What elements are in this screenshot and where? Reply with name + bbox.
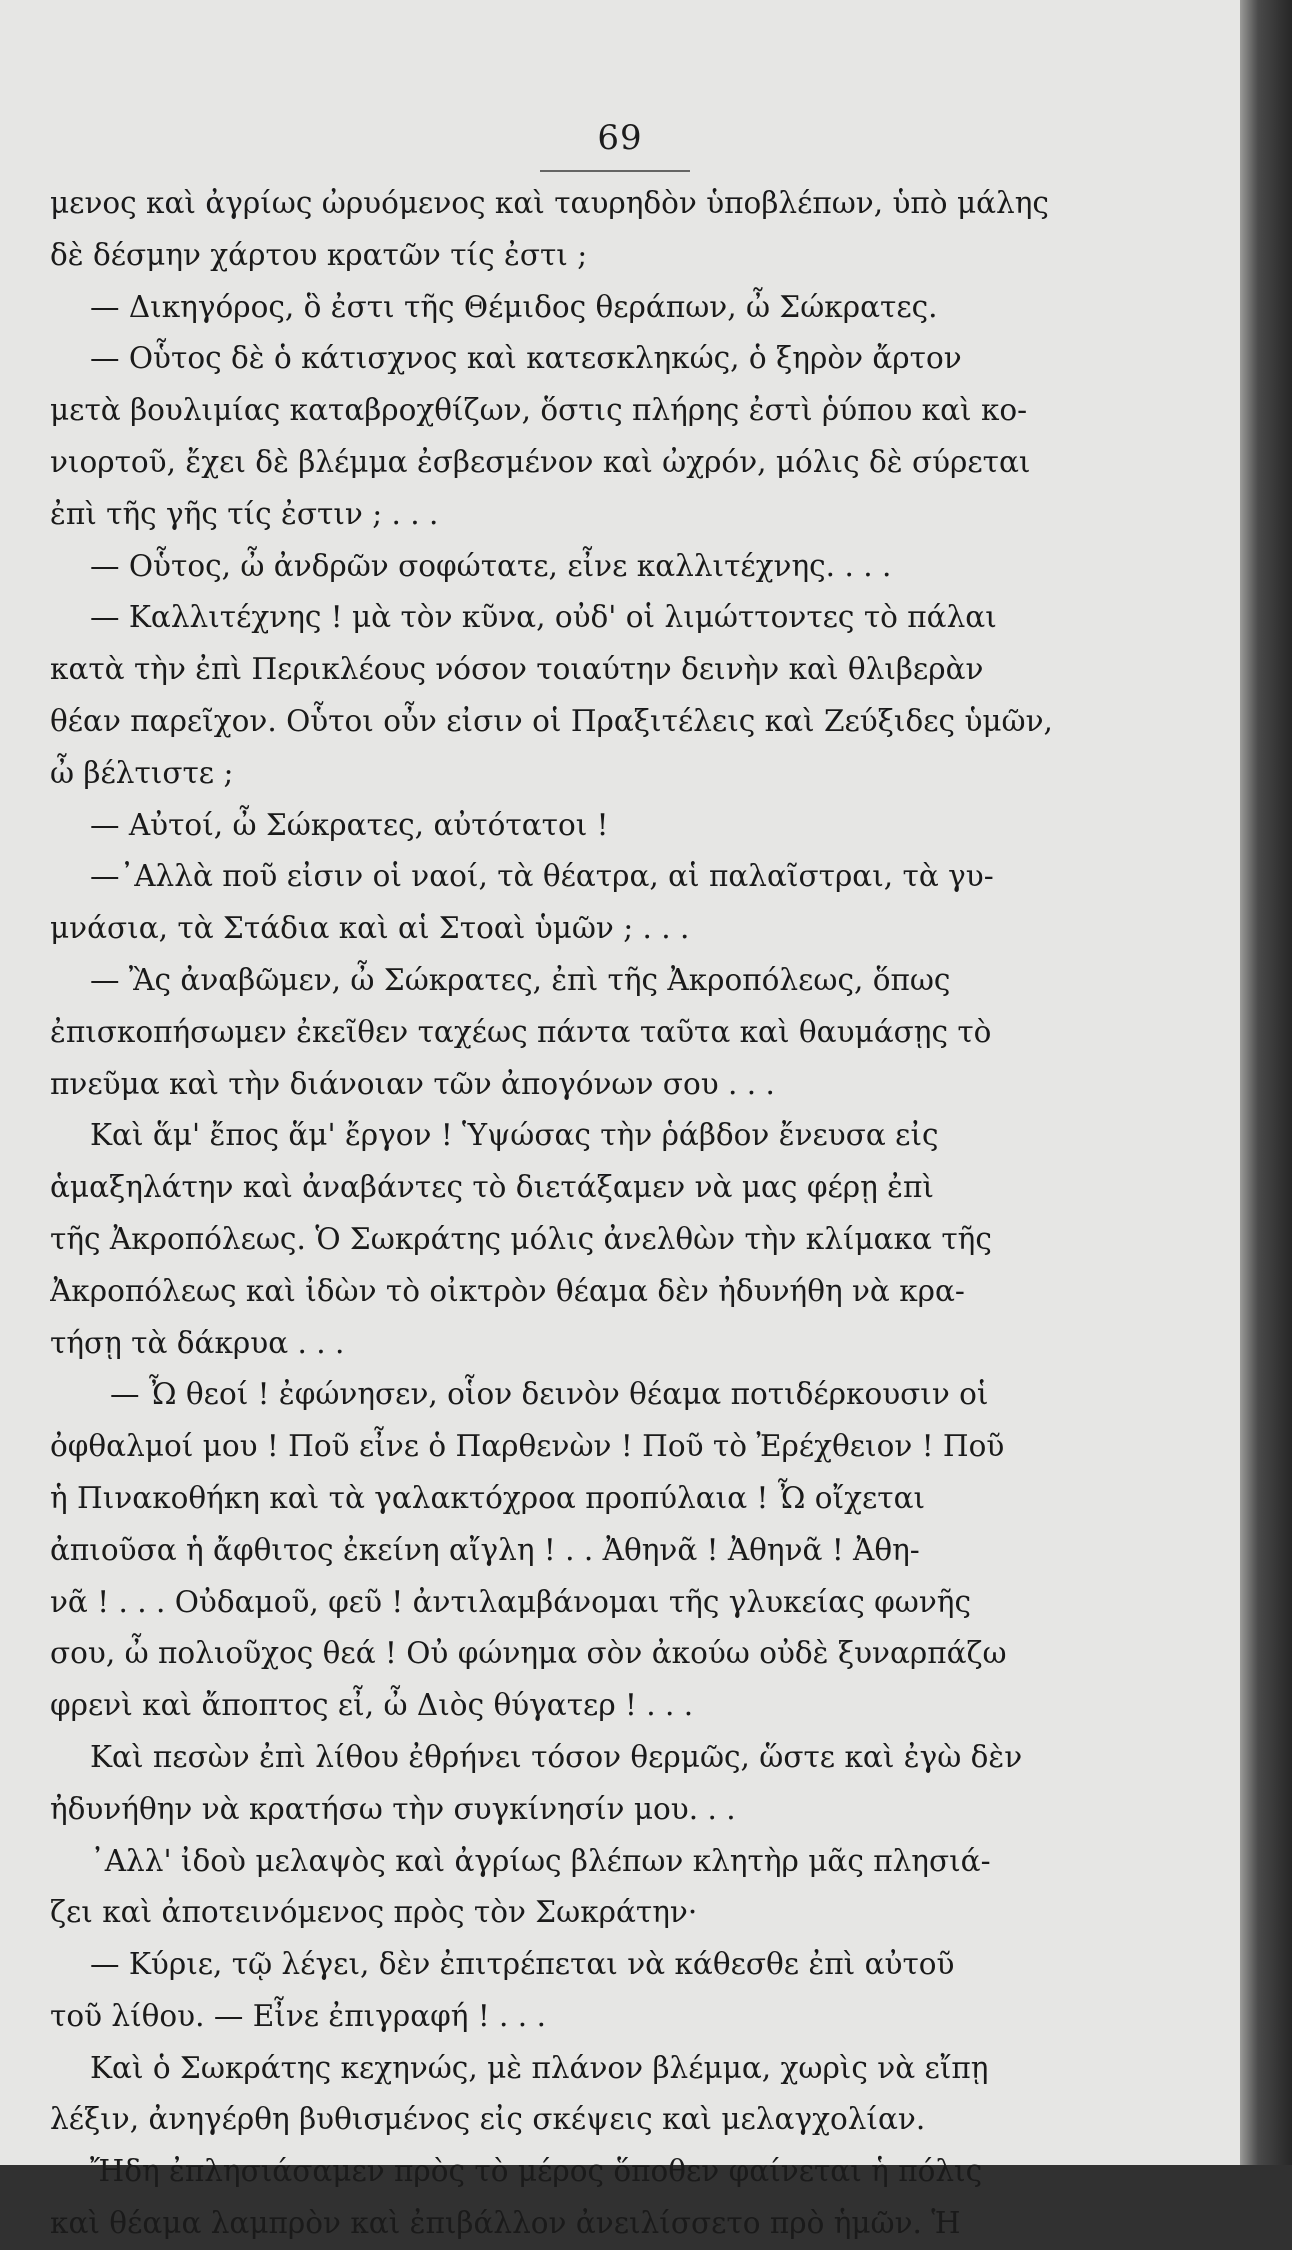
text-line: ᾿Αλλ' ἰδοὺ μελαψὸς καὶ ἀγρίως βλέπων κλητὴρ μᾶς πλησιά- <box>90 1843 991 1878</box>
text-line: ἠδυνήθην νὰ κρατήσω τὴν συγκίνησίν μου. . . <box>50 1791 736 1826</box>
text-line: — Δικηγόρος, ὃ ἐστι τῆς Θέμιδος θεράπων, ὦ Σώκρατες. <box>90 289 938 324</box>
text-line: λέξιν, ἀνηγέρθη βυθισμένος εἰς σκέψεις καὶ μελαγχολίαν. <box>50 2102 926 2137</box>
text-line: καὶ θέαμα λαμπρὸν καὶ ἐπιβάλλον ἀνειλίσσετο πρὸ ἡμῶν. Ἡ <box>50 2206 961 2241</box>
body-text <box>50 178 1180 2250</box>
text-line: σου, ὦ πολιοῦχος θεά ! Οὐ φώνημα σὸν ἀκούω οὐδὲ ξυναρπάζω <box>50 1636 1007 1671</box>
text-line: — Οὗτος, ὦ ἀνδρῶν σοφώτατε, εἶνε καλλιτέχνης. . . . <box>90 548 892 583</box>
text-line: ὀφθαλμοί μου ! Ποῦ εἶνε ὁ Παρθενὼν ! Ποῦ τὸ Ἐρέχθειον ! Ποῦ <box>50 1429 1005 1464</box>
text-line: ἐπὶ τῆς γῆς τίς ἐστιν ; . . . <box>50 496 439 531</box>
text-line: — Κύριε, τῷ λέγει, δὲν ἐπιτρέπεται νὰ κάθεσθε ἐπὶ αὐτοῦ <box>90 1947 955 1982</box>
text-line: ἀπιοῦσα ἡ ἄφθιτος ἐκείνη αἴγλη ! . . Ἀθηνᾶ ! Ἀθηνᾶ ! Ἀθη- <box>50 1532 920 1567</box>
scan-edge-shadow <box>1240 0 1292 2165</box>
text-line: Καὶ ὁ Σωκράτης κεχηνώς, μὲ πλάνον βλέμμα, χωρὶς νὰ εἴπῃ <box>90 2050 989 2085</box>
text-line: τῆς Ἀκροπόλεως. Ὁ Σωκράτης μόλις ἀνελθὼν τὴν κλίμακα τῆς <box>50 1221 992 1256</box>
text-line: ἡ Πινακοθήκη καὶ τὰ γαλακτόχροα προπύλαια ! Ὦ οἴχεται <box>50 1480 926 1515</box>
text-line: Καὶ πεσὼν ἐπὶ λίθου ἐθρήνει τόσον θερμῶς, ὥστε καὶ ἐγὼ δὲν <box>90 1739 1023 1774</box>
text-line: δὲ δέσμην χάρτου κρατῶν τίς ἐστι ; <box>50 237 588 272</box>
page-number-underline <box>540 170 690 172</box>
text-line: — Αὐτοί, ὦ Σώκρατες, αὐτότατοι ! <box>90 807 609 842</box>
text-line: νιορτοῦ, ἔχει δὲ βλέμμα ἐσβεσμένον καὶ ὠχρόν, μόλις δὲ σύρεται <box>50 444 1031 479</box>
text-line: — Ὦ θεοί ! ἐφώνησεν, οἷον δεινὸν θέαμα ποτιδέρκουσιν οἱ <box>110 1377 989 1412</box>
text-line: ὦ βέλτιστε ; <box>50 755 234 790</box>
text-line: μνάσια, τὰ Στάδια καὶ αἱ Στοαὶ ὑμῶν ; . . . <box>50 911 690 946</box>
text-line: — Ἂς ἀναβῶμεν, ὦ Σώκρατες, ἐπὶ τῆς Ἀκροπόλεως, ὅπως <box>90 962 951 997</box>
text-line: φρενὶ καὶ ἄποπτος εἶ, ὦ Διὸς θύγατερ ! . . . <box>50 1688 694 1723</box>
text-line: Καὶ ἅμ' ἔπος ἅμ' ἔργον ! Ὑψώσας τὴν ῥάβδον ἔνευσα εἰς <box>90 1118 939 1153</box>
text-line: θέαν παρεῖχον. Οὗτοι οὖν εἰσιν οἱ Πραξιτέλεις καὶ Ζεύξιδες ὑμῶν, <box>50 703 1053 738</box>
page-number: 69 <box>597 118 643 158</box>
text-line: κατὰ τὴν ἐπὶ Περικλέους νόσον τοιαύτην δεινὴν καὶ θλιβερὰν <box>50 652 984 687</box>
text-line: Ἀκροπόλεως καὶ ἰδὼν τὸ οἰκτρὸν θέαμα δὲν ἠδυνήθη νὰ κρα- <box>50 1273 965 1308</box>
text-line: νᾶ ! . . . Οὐδαμοῦ, φεῦ ! ἀντιλαμβάνομαι τῆς γλυκείας φωνῆς <box>50 1584 971 1619</box>
text-line: — Οὗτος δὲ ὁ κάτισχνος καὶ κατεσκληκώς, ὁ ξηρὸν ἄρτον <box>90 341 962 376</box>
text-line: πνεῦμα καὶ τὴν διάνοιαν τῶν ἀπογόνων σου . . . <box>50 1066 775 1101</box>
text-line: τήσῃ τὰ δάκρυα . . . <box>50 1325 345 1360</box>
text-line: ἐπισκοπήσωμεν ἐκεῖθεν ταχέως πάντα ταῦτα καὶ θαυμάσῃς τὸ <box>50 1014 992 1049</box>
text-line: — Καλλιτέχνης ! μὰ τὸν κῦνα, οὐδ' οἱ λιμώττοντες τὸ πάλαι <box>90 600 997 635</box>
text-line: ἁμαξηλάτην καὶ ἀναβάντες τὸ διετάξαμεν νὰ μας φέρῃ ἐπὶ <box>50 1170 934 1205</box>
text-line: μενος καὶ ἀγρίως ὠρυόμενος καὶ ταυρηδὸν ὑποβλέπων, ὑπὸ μάλης <box>50 186 1049 220</box>
text-line: τοῦ λίθου. — Εἶνε ἐπιγραφή ! . . . <box>50 1998 546 2033</box>
text-line: —᾿Αλλὰ ποῦ εἰσιν οἱ ναοί, τὰ θέατρα, αἱ παλαῖστραι, τὰ γυ- <box>90 859 994 894</box>
text-line: μετὰ βουλιμίας καταβροχθίζων, ὅστις πλήρης ἐστὶ ῥύπου καὶ κο- <box>50 393 1028 428</box>
text-line: ζει καὶ ἀποτεινόμενος πρὸς τὸν Σωκράτην· <box>50 1895 698 1930</box>
text-line: Ἤδη ἐπλησιάσαμεν πρὸς τὸ μέρος ὅποθεν φαίνεται ἡ πόλις <box>90 2154 983 2189</box>
